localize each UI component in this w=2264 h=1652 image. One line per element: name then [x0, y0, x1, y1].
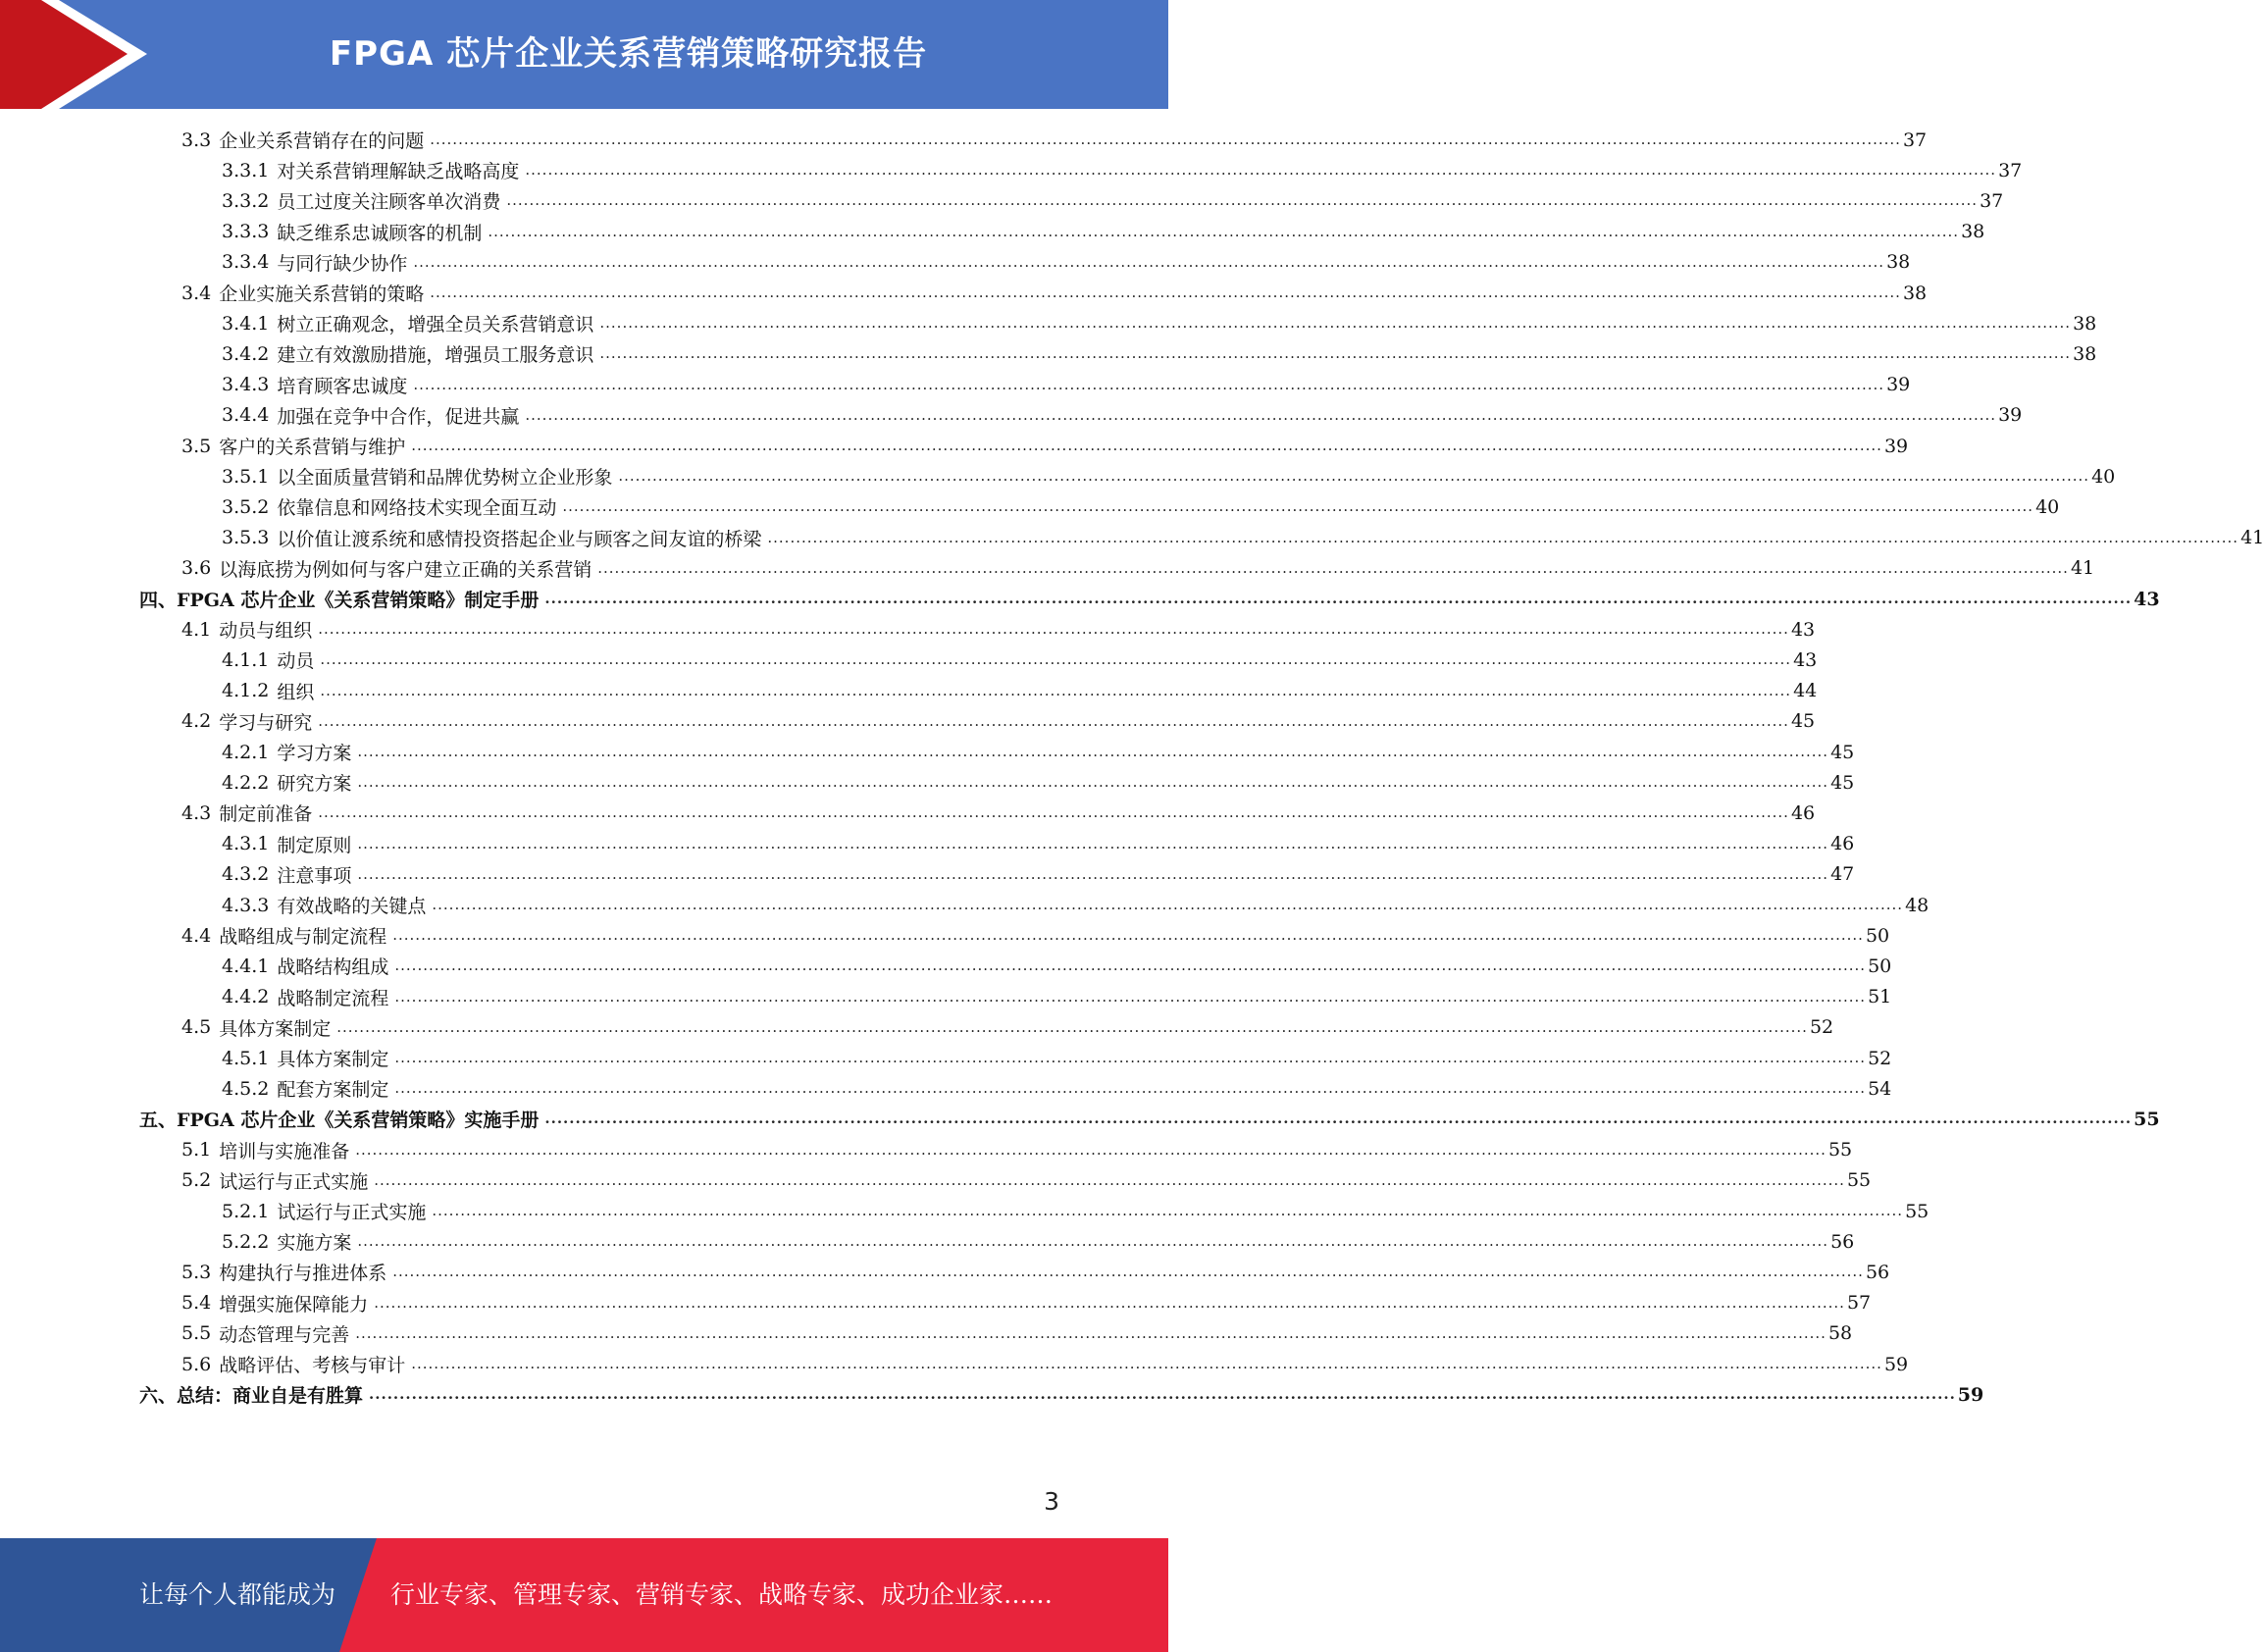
toc-entry-page: 47 — [1830, 863, 1855, 886]
toc-entry[interactable] — [222, 1196, 1930, 1226]
toc-entry-label: 对关系营销理解缺乏战略高度 — [277, 161, 520, 183]
toc-entry-number: 5.6 — [181, 1353, 212, 1375]
toc-dot-leader: .................................................................................................................................................................................................................................................................... — [318, 803, 1789, 822]
toc-entry-label: 试运行与正式实施 — [219, 1170, 369, 1193]
toc-entry-page: 46 — [1790, 801, 1816, 824]
toc-entry-number: 5.2.2 — [222, 1230, 270, 1253]
toc-entry-number: 4.5.1 — [222, 1047, 270, 1069]
toc-entry[interactable] — [181, 920, 1890, 951]
toc-entry[interactable] — [181, 1135, 1853, 1165]
toc-entry-label: 动态管理与完善 — [219, 1323, 350, 1346]
toc-entry[interactable] — [222, 890, 1930, 920]
toc-dot-leader: .................................................................................................................................................................................................................................................................... — [432, 896, 1904, 913]
toc-entry-page: 55 — [1827, 1139, 1853, 1162]
toc-entry-number: 5.3 — [181, 1261, 212, 1283]
toc-entry-page: 37 — [1980, 189, 2004, 212]
toc-dot-leader: .................................................................................................................................................................................................................................................................... — [544, 1110, 2133, 1128]
toc-dot-leader: .................................................................................................................................................................................................................................................................... — [355, 1140, 1827, 1159]
toc-dot-leader: .................................................................................................................................................................................................................................................................... — [525, 161, 1997, 180]
toc-entry[interactable] — [222, 1226, 1855, 1257]
toc-entry-number: 四、 — [139, 590, 178, 611]
toc-entry-label: 企业关系营销存在的问题 — [219, 130, 425, 152]
toc-entry-number: 4.4.2 — [222, 986, 270, 1008]
toc-entry-label: 以价值让渡系统和感情投资搭起企业与顾客之间友谊的桥梁 — [277, 528, 762, 550]
toc-entry-number: 3.3.4 — [222, 251, 270, 274]
toc-entry[interactable] — [222, 155, 2023, 185]
toc-entry-label: 研究方案 — [277, 773, 352, 796]
toc-entry-number: 3.3.1 — [222, 159, 270, 181]
toc-entry-number: 5.1 — [181, 1139, 212, 1162]
toc-entry-label: 构建执行与推进体系 — [219, 1263, 387, 1285]
toc-entry-number: 五、 — [139, 1110, 178, 1132]
toc-entry-number: 3.5.2 — [222, 495, 270, 518]
toc-entry-label: 具体方案制定 — [277, 1049, 389, 1070]
toc-entry-number: 3.4.4 — [222, 404, 270, 427]
toc-dot-leader: .................................................................................................................................................................................................................................................................... — [544, 590, 2133, 607]
toc-entry-label: 缺乏维系忠诚顾客的机制 — [277, 222, 483, 244]
toc-entry[interactable] — [222, 951, 1892, 981]
toc-entry[interactable] — [222, 461, 2116, 491]
toc-entry-label: FPGA 芯片企业《关系营销策略》制定手册 — [177, 590, 540, 611]
toc-entry[interactable] — [181, 1318, 1853, 1349]
toc-entry-page: 59 — [1957, 1383, 1984, 1406]
toc-entry-page: 55 — [1846, 1169, 1872, 1192]
toc-entry[interactable] — [181, 614, 1816, 645]
toc-entry-label: 动员 — [277, 650, 315, 673]
toc-dot-leader: .................................................................................................................................................................................................................................................................... — [767, 528, 2239, 546]
toc-entry[interactable] — [181, 431, 1909, 461]
toc-entry-page: 38 — [2073, 342, 2097, 365]
toc-entry-page: 55 — [1905, 1200, 1930, 1222]
toc-dot-leader: .................................................................................................................................................................................................................................................................... — [506, 191, 1979, 210]
toc-entry-label: 树立正确观念，增强全员关系营销意识 — [277, 314, 594, 336]
toc-entry-number: 5.2 — [181, 1169, 212, 1192]
toc-entry-number: 4.3.1 — [222, 833, 270, 855]
toc-entry[interactable] — [222, 247, 1911, 278]
toc-entry-page: 48 — [1905, 894, 1930, 916]
toc-entry-label: 实施方案 — [277, 1232, 352, 1255]
toc-entry-page: 52 — [1868, 1047, 1892, 1069]
toc-entry[interactable] — [222, 400, 2023, 431]
toc-entry-page: 38 — [1886, 251, 1911, 274]
toc-dot-leader: .................................................................................................................................................................................................................................................................... — [430, 284, 1901, 301]
toc-entry-page: 46 — [1830, 833, 1855, 855]
toc-dot-leader: .................................................................................................................................................................................................................................................................... — [413, 375, 1885, 393]
toc-dot-leader: .................................................................................................................................................................................................................................................................... — [369, 1385, 1956, 1404]
toc-entry-label: 以全面质量营销和品牌优势树立企业形象 — [277, 467, 613, 490]
toc-entry-number: 3.3.2 — [222, 189, 270, 212]
toc-entry-page: 43 — [2134, 588, 2160, 610]
toc-entry-number: 4.2.1 — [222, 741, 270, 763]
toc-entry[interactable] — [222, 217, 1985, 247]
toc-entry-label: 客户的关系营销与维护 — [219, 437, 406, 458]
toc-entry-page: 45 — [1790, 710, 1816, 733]
toc-dot-leader: .................................................................................................................................................................................................................................................................... — [394, 987, 1867, 1006]
toc-entry[interactable] — [222, 767, 1855, 798]
toc-dot-leader: .................................................................................................................................................................................................................................................................... — [618, 467, 2090, 486]
toc-dot-leader: .................................................................................................................................................................................................................................................................... — [394, 1049, 1867, 1066]
toc-entry-number: 六、 — [139, 1385, 178, 1408]
toc-dot-leader: .................................................................................................................................................................................................................................................................... — [488, 222, 1960, 240]
toc-entry[interactable] — [181, 553, 2095, 584]
toc-entry-page: 40 — [2091, 465, 2116, 488]
toc-dot-leader: .................................................................................................................................................................................................................................................................... — [357, 743, 1829, 760]
toc-entry[interactable] — [222, 370, 1911, 400]
toc-entry[interactable] — [222, 523, 2264, 553]
toc-entry-number: 3.5.3 — [222, 527, 270, 549]
toc-entry-page: 39 — [1998, 404, 2023, 427]
toc-entry[interactable] — [181, 1257, 1890, 1287]
toc-entry-number: 3.6 — [181, 557, 212, 580]
toc-entry[interactable] — [222, 1043, 1892, 1073]
toc-dot-leader: .................................................................................................................................................................................................................................................................... — [394, 1079, 1867, 1098]
toc-entry-number: 4.4.1 — [222, 955, 270, 977]
toc-entry-label: 以海底捞为例如何与客户建立正确的关系营销 — [219, 558, 592, 581]
toc-entry-page: 54 — [1868, 1077, 1892, 1100]
page-footer — [0, 1538, 1168, 1652]
toc-dot-leader: .................................................................................................................................................................................................................................................................... — [318, 620, 1789, 639]
toc-dot-leader: .................................................................................................................................................................................................................................................................... — [432, 1202, 1904, 1219]
toc-entry-label: 学习方案 — [277, 743, 352, 764]
toc-entry-label: 组织 — [277, 681, 315, 703]
toc-dot-leader: .................................................................................................................................................................................................................................................................... — [318, 711, 1789, 730]
toc-entry[interactable] — [222, 491, 2060, 522]
toc-entry-page: 38 — [2073, 312, 2097, 335]
toc-entry-page: 44 — [1793, 680, 1818, 702]
toc-entry-page: 37 — [1998, 159, 2023, 181]
toc-entry-label: 培育顾客忠诚度 — [277, 375, 408, 397]
toc-entry-page: 40 — [2035, 495, 2060, 518]
toc-entry-label: 增强实施保障能力 — [219, 1293, 369, 1316]
toc-entry-number: 3.5.1 — [222, 465, 270, 488]
report-title: FPGA 芯片企业关系营销策略研究报告 — [329, 34, 928, 74]
toc-entry-page: 59 — [1883, 1353, 1909, 1375]
toc-dot-leader: .................................................................................................................................................................................................................................................................... — [413, 252, 1885, 271]
toc-entry-number: 3.4.3 — [222, 374, 270, 396]
toc-entry-label: 加强在竞争中合作，促进共赢 — [277, 405, 520, 428]
toc-entry[interactable] — [222, 1073, 1892, 1104]
toc-dot-leader: .................................................................................................................................................................................................................................................................... — [599, 314, 2072, 333]
toc-entry[interactable] — [222, 676, 1818, 706]
toc-entry-number: 3.3.3 — [222, 221, 270, 243]
toc-entry[interactable] — [139, 1104, 2160, 1134]
toc-entry-page: 50 — [1868, 955, 1892, 977]
toc-entry-label: 与同行缺少协作 — [277, 252, 408, 275]
toc-entry-label: 制定原则 — [277, 834, 352, 856]
toc-entry-number: 4.2.2 — [222, 771, 270, 794]
toc-entry-page: 55 — [2134, 1108, 2160, 1130]
toc-entry-number: 3.4.1 — [222, 312, 270, 335]
toc-entry-label: 战略评估、考核与审计 — [219, 1355, 406, 1376]
toc-entry[interactable] — [222, 645, 1818, 675]
toc-entry[interactable] — [139, 1379, 1984, 1410]
toc-entry-page: 39 — [1886, 374, 1911, 396]
toc-entry-number: 3.3 — [181, 129, 212, 151]
toc-entry[interactable] — [222, 859, 1855, 890]
toc-dot-leader: .................................................................................................................................................................................................................................................................... — [357, 864, 1829, 883]
toc-entry-page: 41 — [2240, 527, 2264, 549]
toc-dot-leader: .................................................................................................................................................................................................................................................................... — [320, 681, 1792, 699]
toc-entry-label: 制定前准备 — [219, 803, 313, 826]
toc-entry-number: 4.5 — [181, 1016, 212, 1039]
toc-entry-number: 3.4.2 — [222, 342, 270, 365]
toc-entry[interactable] — [181, 125, 1928, 155]
toc-entry-label: 配套方案制定 — [277, 1079, 389, 1102]
toc-entry[interactable] — [222, 308, 2097, 338]
toc-entry-number: 3.4 — [181, 282, 212, 304]
header-chevron-decoration — [0, 0, 157, 109]
toc-entry[interactable] — [222, 737, 1855, 767]
toc-entry-number: 4.3.3 — [222, 894, 270, 916]
toc-entry-label: 企业实施关系营销的策略 — [219, 284, 425, 305]
toc-entry[interactable] — [181, 1349, 1909, 1379]
toc-entry[interactable] — [222, 185, 2004, 216]
toc-dot-leader: .................................................................................................................................................................................................................................................................... — [355, 1323, 1827, 1342]
toc-entry-page: 56 — [1830, 1230, 1855, 1253]
toc-entry-page: 45 — [1830, 771, 1855, 794]
toc-dot-leader: .................................................................................................................................................................................................................................................................... — [374, 1293, 1845, 1312]
toc-entry-label: 战略制定流程 — [277, 987, 389, 1009]
toc-dot-leader: .................................................................................................................................................................................................................................................................... — [374, 1170, 1845, 1189]
toc-entry-page: 38 — [1961, 221, 1985, 243]
toc-entry[interactable] — [139, 584, 2160, 614]
toc-entry-label: 培训与实施准备 — [219, 1140, 350, 1162]
toc-entry-label: 有效战略的关键点 — [277, 896, 427, 917]
toc-entry-label: 动员与组织 — [219, 620, 313, 643]
toc-entry-page: 56 — [1865, 1261, 1890, 1283]
toc-entry[interactable] — [181, 1012, 1834, 1043]
toc-entry[interactable] — [181, 706, 1816, 737]
toc-dot-leader: .................................................................................................................................................................................................................................................................... — [394, 956, 1867, 975]
toc-dot-leader: .................................................................................................................................................................................................................................................................... — [357, 834, 1829, 852]
toc-entry-number: 4.4 — [181, 924, 212, 947]
toc-entry-page: 52 — [1809, 1016, 1834, 1039]
toc-entry[interactable] — [222, 338, 2097, 369]
toc-entry[interactable] — [181, 1288, 1872, 1318]
toc-dot-leader: .................................................................................................................................................................................................................................................................... — [357, 773, 1829, 792]
toc-entry-label: 试运行与正式实施 — [277, 1202, 427, 1223]
toc-entry-page: 43 — [1793, 648, 1818, 671]
toc-entry-page: 41 — [2070, 557, 2095, 580]
toc-dot-leader: .................................................................................................................................................................................................................................................................... — [430, 130, 1901, 148]
footer-slogan-right: 行业专家、管理专家、营销专家、战略专家、成功企业家…… — [390, 1580, 1054, 1609]
toc-dot-leader: .................................................................................................................................................................................................................................................................... — [392, 1263, 1864, 1281]
toc-dot-leader: .................................................................................................................................................................................................................................................................... — [411, 437, 1882, 454]
toc-entry-page: 39 — [1883, 435, 1909, 457]
toc-entry[interactable] — [181, 278, 1928, 308]
toc-entry-label: 建立有效激励措施，增强员工服务意识 — [277, 344, 594, 367]
toc-entry-number: 4.3 — [181, 801, 212, 824]
toc-dot-leader: .................................................................................................................................................................................................................................................................... — [562, 497, 2034, 516]
toc-dot-leader: .................................................................................................................................................................................................................................................................... — [357, 1232, 1829, 1251]
toc-entry-label: 具体方案制定 — [219, 1017, 332, 1040]
toc-entry-label: 依靠信息和网络技术实现全面互动 — [277, 497, 557, 520]
toc-entry-number: 5.5 — [181, 1322, 212, 1345]
toc-entry[interactable] — [222, 982, 1892, 1012]
toc-entry-page: 45 — [1830, 741, 1855, 763]
toc-entry-number: 4.1.1 — [222, 648, 270, 671]
toc-entry-label: 总结：商业自是有胜算 — [177, 1385, 364, 1408]
footer-slogan-left: 让每个人都能成为 — [139, 1580, 336, 1609]
toc-dot-leader: .................................................................................................................................................................................................................................................................... — [411, 1355, 1882, 1372]
toc-entry-number: 5.2.1 — [222, 1200, 270, 1222]
toc-entry-number: 4.2 — [181, 710, 212, 733]
toc-dot-leader: .................................................................................................................................................................................................................................................................... — [336, 1017, 1808, 1036]
toc-entry-label: 学习与研究 — [219, 711, 313, 734]
toc-entry[interactable] — [181, 798, 1816, 828]
toc-dot-leader: .................................................................................................................................................................................................................................................................... — [599, 344, 2072, 363]
toc-entry-page: 37 — [1902, 129, 1928, 151]
toc-entry-page: 51 — [1868, 986, 1892, 1008]
page-header — [0, 0, 1168, 109]
toc-entry-number: 4.1 — [181, 618, 212, 641]
toc-entry-page: 43 — [1790, 618, 1816, 641]
toc-entry-number: 4.1.2 — [222, 680, 270, 702]
toc-entry-page: 58 — [1827, 1322, 1853, 1345]
toc-entry-number: 5.4 — [181, 1292, 212, 1315]
toc-entry-label: 战略组成与制定流程 — [219, 926, 387, 949]
toc-entry[interactable] — [222, 829, 1855, 859]
toc-entry[interactable] — [181, 1165, 1872, 1196]
toc-dot-leader: .................................................................................................................................................................................................................................................................... — [597, 558, 2069, 577]
toc-dot-leader: .................................................................................................................................................................................................................................................................... — [320, 650, 1792, 669]
toc-entry-label: 员工过度关注顾客单次消费 — [277, 191, 501, 214]
toc-entry-page: 50 — [1865, 924, 1890, 947]
toc-entry-page: 38 — [1902, 282, 1928, 304]
toc-entry-number: 3.5 — [181, 435, 212, 457]
toc-entry-number: 4.5.2 — [222, 1077, 270, 1100]
toc-dot-leader: .................................................................................................................................................................................................................................................................... — [392, 926, 1864, 945]
toc-entry-label: 战略结构组成 — [277, 956, 389, 979]
page-number: 3 — [1044, 1487, 1059, 1516]
toc-dot-leader: .................................................................................................................................................................................................................................................................... — [525, 405, 1997, 424]
toc-entry-label: 注意事项 — [277, 864, 352, 887]
toc-entry-page: 57 — [1846, 1292, 1872, 1315]
toc-entry-label: FPGA 芯片企业《关系营销策略》实施手册 — [177, 1110, 540, 1132]
toc-entry-number: 4.3.2 — [222, 863, 270, 886]
